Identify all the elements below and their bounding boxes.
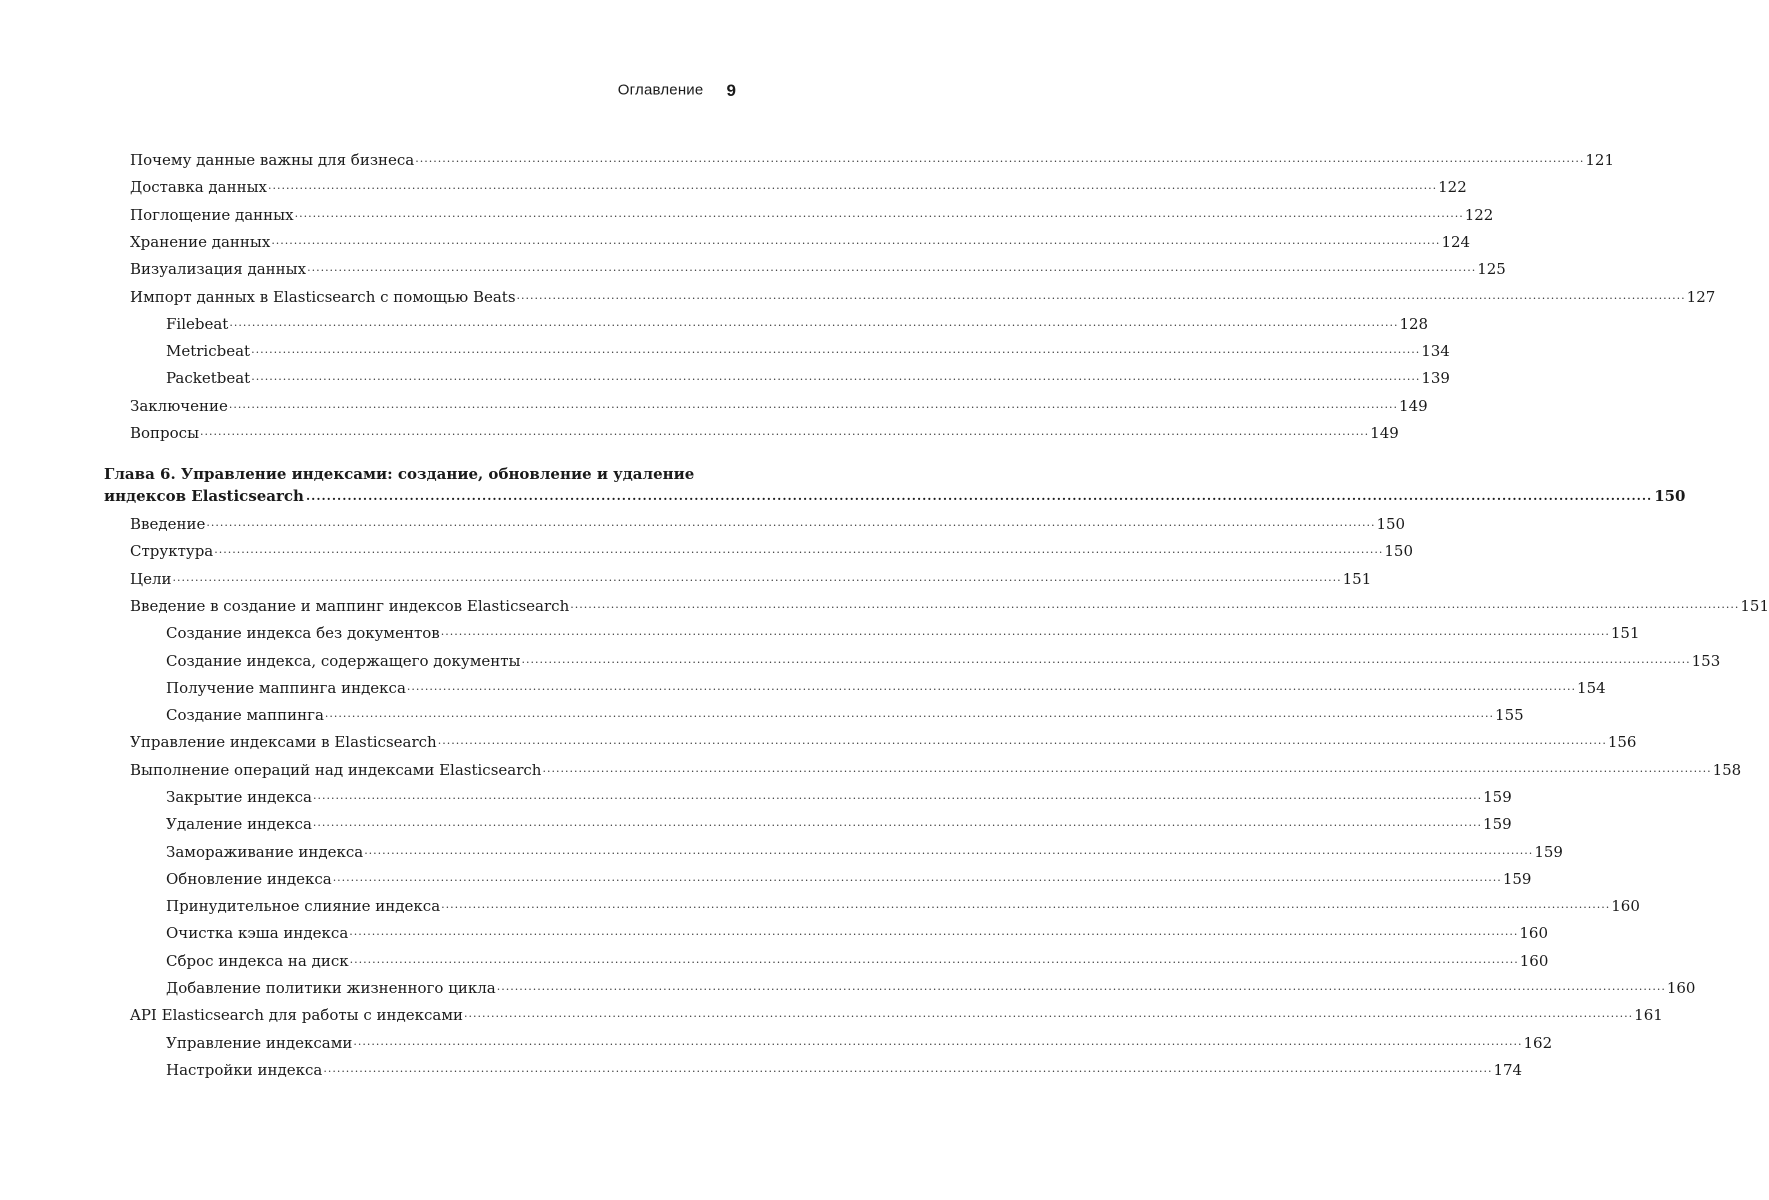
dot-leader: .................................................................................................................................................................................................................................................................... — [312, 816, 1483, 829]
running-header-title: Оглавление — [617, 81, 704, 99]
toc-entry-title: Filebeat — [166, 315, 229, 333]
dot-leader: .................................................................................................................................................................................................................................................................... — [323, 1062, 1493, 1075]
toc-entry-page: 121 — [1585, 151, 1615, 169]
toc-entry-title: Создание индекса, содержащего документы — [166, 652, 521, 670]
toc-entry-page: 125 — [1477, 260, 1506, 278]
toc-entry[interactable] — [166, 701, 1524, 725]
toc-entry-page: 149 — [1370, 424, 1399, 442]
toc-entry[interactable] — [166, 783, 1512, 807]
toc-entry-title: Очистка кэша индекса — [166, 924, 349, 942]
dot-leader: .................................................................................................................................................................................................................................................................... — [214, 543, 1384, 556]
toc-entry[interactable] — [130, 756, 1742, 780]
dot-leader: .................................................................................................................................................................................................................................................................... — [172, 571, 1342, 584]
toc-entry[interactable] — [130, 419, 1399, 443]
toc-entry-page: 159 — [1534, 843, 1563, 861]
toc-entry-title: Введение в создание и маппинг индексов Elasticsearch — [130, 597, 570, 615]
toc-entry-title: API Elasticsearch для работы с индексами — [130, 1006, 464, 1024]
toc-entry-title: Структура — [130, 542, 214, 560]
dot-leader: .................................................................................................................................................................................................................................................................... — [353, 1035, 1523, 1048]
toc-entry[interactable] — [166, 619, 1640, 643]
dot-leader: .................................................................................................................................................................................................................................................................... — [312, 789, 1483, 802]
toc-entry[interactable] — [166, 337, 1450, 361]
toc-entry[interactable] — [166, 674, 1606, 698]
toc-entry-title: Управление индексами в Elasticsearch — [130, 733, 437, 751]
toc-entry-title: Визуализация данных — [130, 260, 307, 278]
toc-entry-title: Создание индекса без документов — [166, 624, 440, 642]
dot-leader: .................................................................................................................................................................................................................................................................... — [228, 398, 1399, 411]
dot-leader: .................................................................................................................................................................................................................................................................... — [305, 489, 1653, 503]
toc-entry[interactable] — [130, 255, 1506, 279]
toc-entry[interactable] — [130, 1001, 1663, 1025]
chapter-title-line-2 — [104, 485, 1686, 507]
dot-leader: .................................................................................................................................................................................................................................................................... — [251, 370, 1421, 383]
chapter-title-text: индексов Elasticsearch — [104, 487, 304, 505]
dot-leader: .................................................................................................................................................................................................................................................................... — [307, 261, 1477, 274]
toc-entry[interactable] — [130, 201, 1494, 225]
running-header — [0, 79, 736, 101]
toc-entry[interactable] — [130, 173, 1467, 197]
dot-leader: .................................................................................................................................................................................................................................................................... — [294, 207, 1464, 220]
toc-entry-page: 160 — [1611, 897, 1640, 915]
dot-leader: .................................................................................................................................................................................................................................................................... — [415, 152, 1585, 165]
toc-entry-title: Принудительное слияние индекса — [166, 897, 441, 915]
toc-entry[interactable] — [130, 728, 1637, 752]
toc-entry-page: 159 — [1483, 788, 1512, 806]
dot-leader: .................................................................................................................................................................................................................................................................... — [349, 925, 1519, 938]
toc-entry-title: Хранение данных — [130, 233, 271, 251]
toc-entry-title: Packetbeat — [166, 369, 251, 387]
toc-entry[interactable] — [130, 510, 1406, 534]
toc-entry-title: Получение маппинга индекса — [166, 679, 406, 697]
toc-entry-title: Закрытие индекса — [166, 788, 312, 806]
dot-leader: .................................................................................................................................................................................................................................................................... — [271, 234, 1441, 247]
toc-entry[interactable] — [166, 947, 1549, 971]
toc-entry-page: 151 — [1342, 570, 1372, 588]
toc-entry-page: 156 — [1607, 733, 1637, 751]
toc-entry[interactable] — [166, 1029, 1553, 1053]
dot-leader: .................................................................................................................................................................................................................................................................... — [267, 179, 1438, 192]
toc-entry-page: 150 — [1376, 515, 1406, 533]
toc-entry-page: 160 — [1519, 952, 1549, 970]
dot-leader: .................................................................................................................................................................................................................................................................... — [406, 680, 1577, 693]
toc-entry-page: 155 — [1495, 706, 1524, 724]
chapter-title-line-1: Глава 6. Управление индексами: создание, обновление и удаление — [104, 465, 695, 483]
toc-entry-page: 150 — [1384, 542, 1414, 560]
toc-entry[interactable] — [130, 392, 1428, 416]
dot-leader: .................................................................................................................................................................................................................................................................... — [441, 898, 1611, 911]
toc-entry-page: 174 — [1493, 1061, 1523, 1079]
dot-leader: .................................................................................................................................................................................................................................................................... — [516, 289, 1686, 302]
toc-entry-title: Почему данные важны для бизнеса — [130, 151, 415, 169]
toc-entry[interactable] — [130, 146, 1615, 170]
toc-entry-title: Заключение — [130, 397, 228, 415]
dot-leader: .................................................................................................................................................................................................................................................................... — [229, 316, 1399, 329]
dot-leader: .................................................................................................................................................................................................................................................................... — [521, 653, 1691, 666]
toc-entry-title: Metricbeat — [166, 342, 251, 360]
toc-entry-page: 153 — [1691, 652, 1721, 670]
toc-entry[interactable] — [166, 919, 1549, 943]
toc-entry-title: Удаление индекса — [166, 815, 312, 833]
toc-entry[interactable] — [130, 537, 1414, 561]
toc-entry-page: 128 — [1399, 315, 1429, 333]
toc-entry-page: 151 — [1610, 624, 1640, 642]
toc-entry[interactable] — [130, 283, 1716, 307]
dot-leader: .................................................................................................................................................................................................................................................................... — [206, 516, 1376, 529]
chapter-page: 150 — [1654, 487, 1686, 505]
toc-entry-page: 159 — [1483, 815, 1512, 833]
dot-leader: .................................................................................................................................................................................................................................................................... — [542, 762, 1712, 775]
chapter-heading[interactable] — [104, 463, 1686, 507]
toc-entry-page: 161 — [1634, 1006, 1663, 1024]
toc-entry[interactable] — [166, 810, 1512, 834]
dot-leader: .................................................................................................................................................................................................................................................................... — [364, 844, 1534, 857]
toc-entry-title: Выполнение операций над индексами Elasticsearch — [130, 761, 542, 779]
toc-entry-title: Введение — [130, 515, 206, 533]
toc-entry[interactable] — [166, 865, 1532, 889]
toc-entry[interactable] — [166, 364, 1450, 388]
toc-entry[interactable] — [166, 310, 1429, 334]
toc-entry-title: Вопросы — [130, 424, 200, 442]
toc-entry-title: Импорт данных в Elasticsearch с помощью Beats — [130, 288, 516, 306]
toc-entry-page: 122 — [1464, 206, 1494, 224]
toc-entry-title: Обновление индекса — [166, 870, 332, 888]
toc-entry-title: Цели — [130, 570, 172, 588]
dot-leader: .................................................................................................................................................................................................................................................................... — [332, 871, 1502, 884]
toc-entry-page: 139 — [1421, 369, 1450, 387]
dot-leader: .................................................................................................................................................................................................................................................................... — [324, 707, 1495, 720]
dot-leader: .................................................................................................................................................................................................................................................................... — [440, 625, 1610, 638]
toc-entry-page: 124 — [1441, 233, 1471, 251]
toc-entry[interactable] — [130, 228, 1471, 252]
toc-entry-page: 162 — [1523, 1034, 1553, 1052]
toc-entry-title: Поглощение данных — [130, 206, 294, 224]
toc-entry-title: Настройки индекса — [166, 1061, 323, 1079]
toc-entry-page: 160 — [1519, 924, 1549, 942]
toc-entry-title: Добавление политики жизненного цикла — [166, 979, 496, 997]
toc-entry-page: 159 — [1502, 870, 1532, 888]
toc-entry[interactable] — [166, 838, 1563, 862]
toc-entry-title: Создание маппинга — [166, 706, 324, 724]
dot-leader: .................................................................................................................................................................................................................................................................... — [496, 980, 1666, 993]
toc-entry[interactable] — [166, 892, 1640, 916]
toc-entry-title: Замораживание индекса — [166, 843, 364, 861]
toc-entry-page: 122 — [1438, 178, 1467, 196]
toc-entry-page: 127 — [1686, 288, 1716, 306]
toc-entry[interactable] — [130, 565, 1372, 589]
toc-entry-title: Доставка данных — [130, 178, 267, 196]
toc-entry-page: 158 — [1712, 761, 1742, 779]
toc-entry-page: 154 — [1577, 679, 1606, 697]
toc-entry-title: Управление индексами — [166, 1034, 353, 1052]
toc-entry-page: 151 — [1740, 597, 1769, 615]
toc-entry[interactable] — [166, 647, 1721, 671]
dot-leader: .................................................................................................................................................................................................................................................................... — [200, 425, 1370, 438]
dot-leader: .................................................................................................................................................................................................................................................................... — [251, 343, 1421, 356]
dot-leader: .................................................................................................................................................................................................................................................................... — [464, 1007, 1634, 1020]
toc-entry-page: 134 — [1421, 342, 1450, 360]
toc-entry-page: 160 — [1666, 979, 1696, 997]
dot-leader: .................................................................................................................................................................................................................................................................... — [570, 598, 1740, 611]
dot-leader: .................................................................................................................................................................................................................................................................... — [437, 734, 1607, 747]
toc-entry-title: Сброс индекса на диск — [166, 952, 349, 970]
dot-leader: .................................................................................................................................................................................................................................................................... — [349, 953, 1519, 966]
toc-entry[interactable] — [130, 592, 1769, 616]
toc-entry[interactable] — [166, 974, 1696, 998]
page-number: 9 — [726, 80, 736, 100]
toc-entry[interactable] — [166, 1056, 1523, 1080]
toc-entry-page: 149 — [1399, 397, 1428, 415]
